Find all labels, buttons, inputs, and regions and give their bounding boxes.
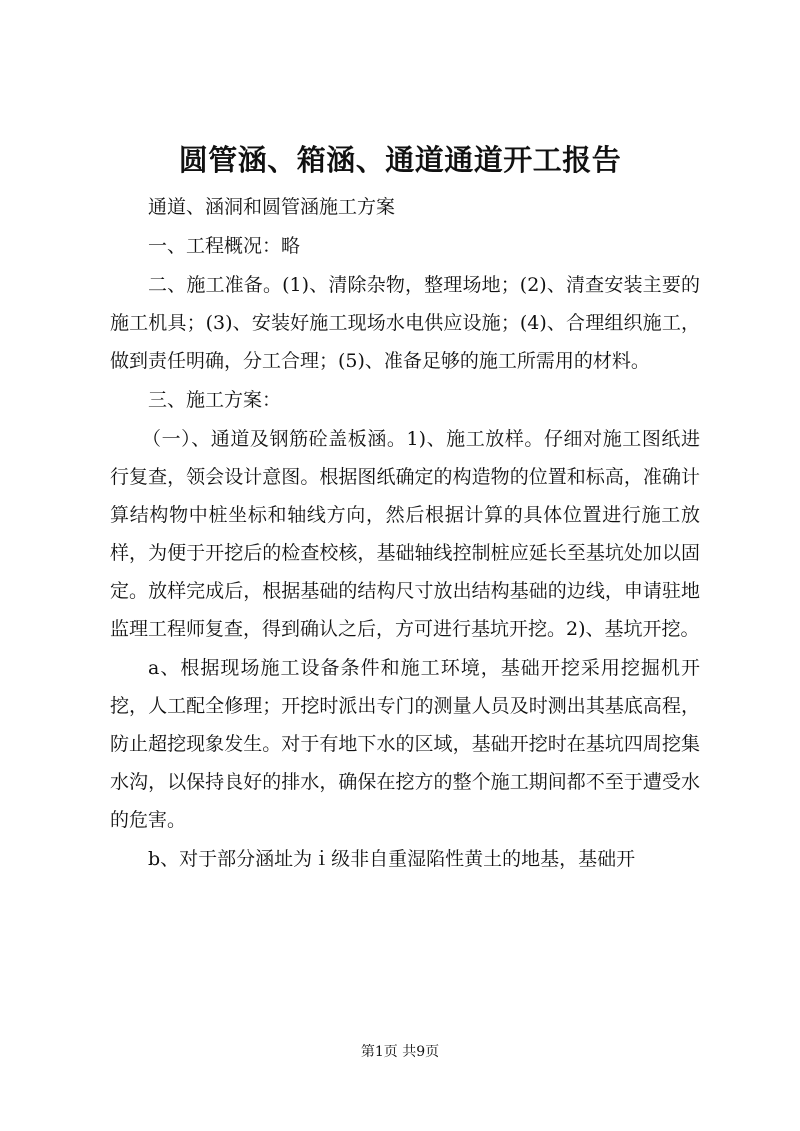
paragraph-subtitle: 通道、涵洞和圆管涵施工方案	[148, 196, 396, 218]
document-title: 圆管涵、箱涵、通道通道开工报告	[178, 143, 622, 177]
paragraph-plan-one: （一）、通道及钢筋砼盖板涵。1)、施工放样。仔细对施工图纸进行复查，领会设计意图。根据图纸确定的构造物的位置和标高，准确计算结构物中桩坐标和轴线方向，然后根据计算的具体位置进行施工放样，为便于开挖后的检查校核，基础轴线控制桩应延长至基坑处加以固定。放样完成后，根据基础的结构尺寸放出结构基础的边线，申请驻地监理工程师复查，得到确认之后，方可进行基坑开挖。2)、基坑开挖。	[110, 428, 700, 640]
paragraph-item-a: a、根据现场施工设备条件和施工环境，基础开挖采用挖掘机开挖，人工配全修理；开挖时派出专门的测量人员及时测出其基底高程，防止超挖现象发生。对于有地下水的区域，基础开挖时在基坑四周挖集水沟，以保持良好的排水，确保在挖方的整个施工期间都不至于遭受水的危害。	[110, 657, 700, 831]
paragraph-preparation: 二、施工准备。(1)、清除杂物，整理场地；(2)、清查安装主要的施工机具；(3)、安装好施工现场水电供应设施；(4)、合理组织施工，做到责任明确，分工合理；(5)、准备足够的施工所需用的材料。	[110, 274, 700, 372]
paragraph-item-b: b、对于部分涵址为ｉ级非自重湿陷性黄土的地基，基础开	[148, 848, 636, 870]
paragraph-overview: 一、工程概况：略	[148, 235, 301, 257]
paragraph-plan-heading: 三、施工方案：	[148, 389, 282, 411]
document-body	[110, 188, 700, 879]
page-footer: 第1页 共9页	[360, 1044, 440, 1060]
